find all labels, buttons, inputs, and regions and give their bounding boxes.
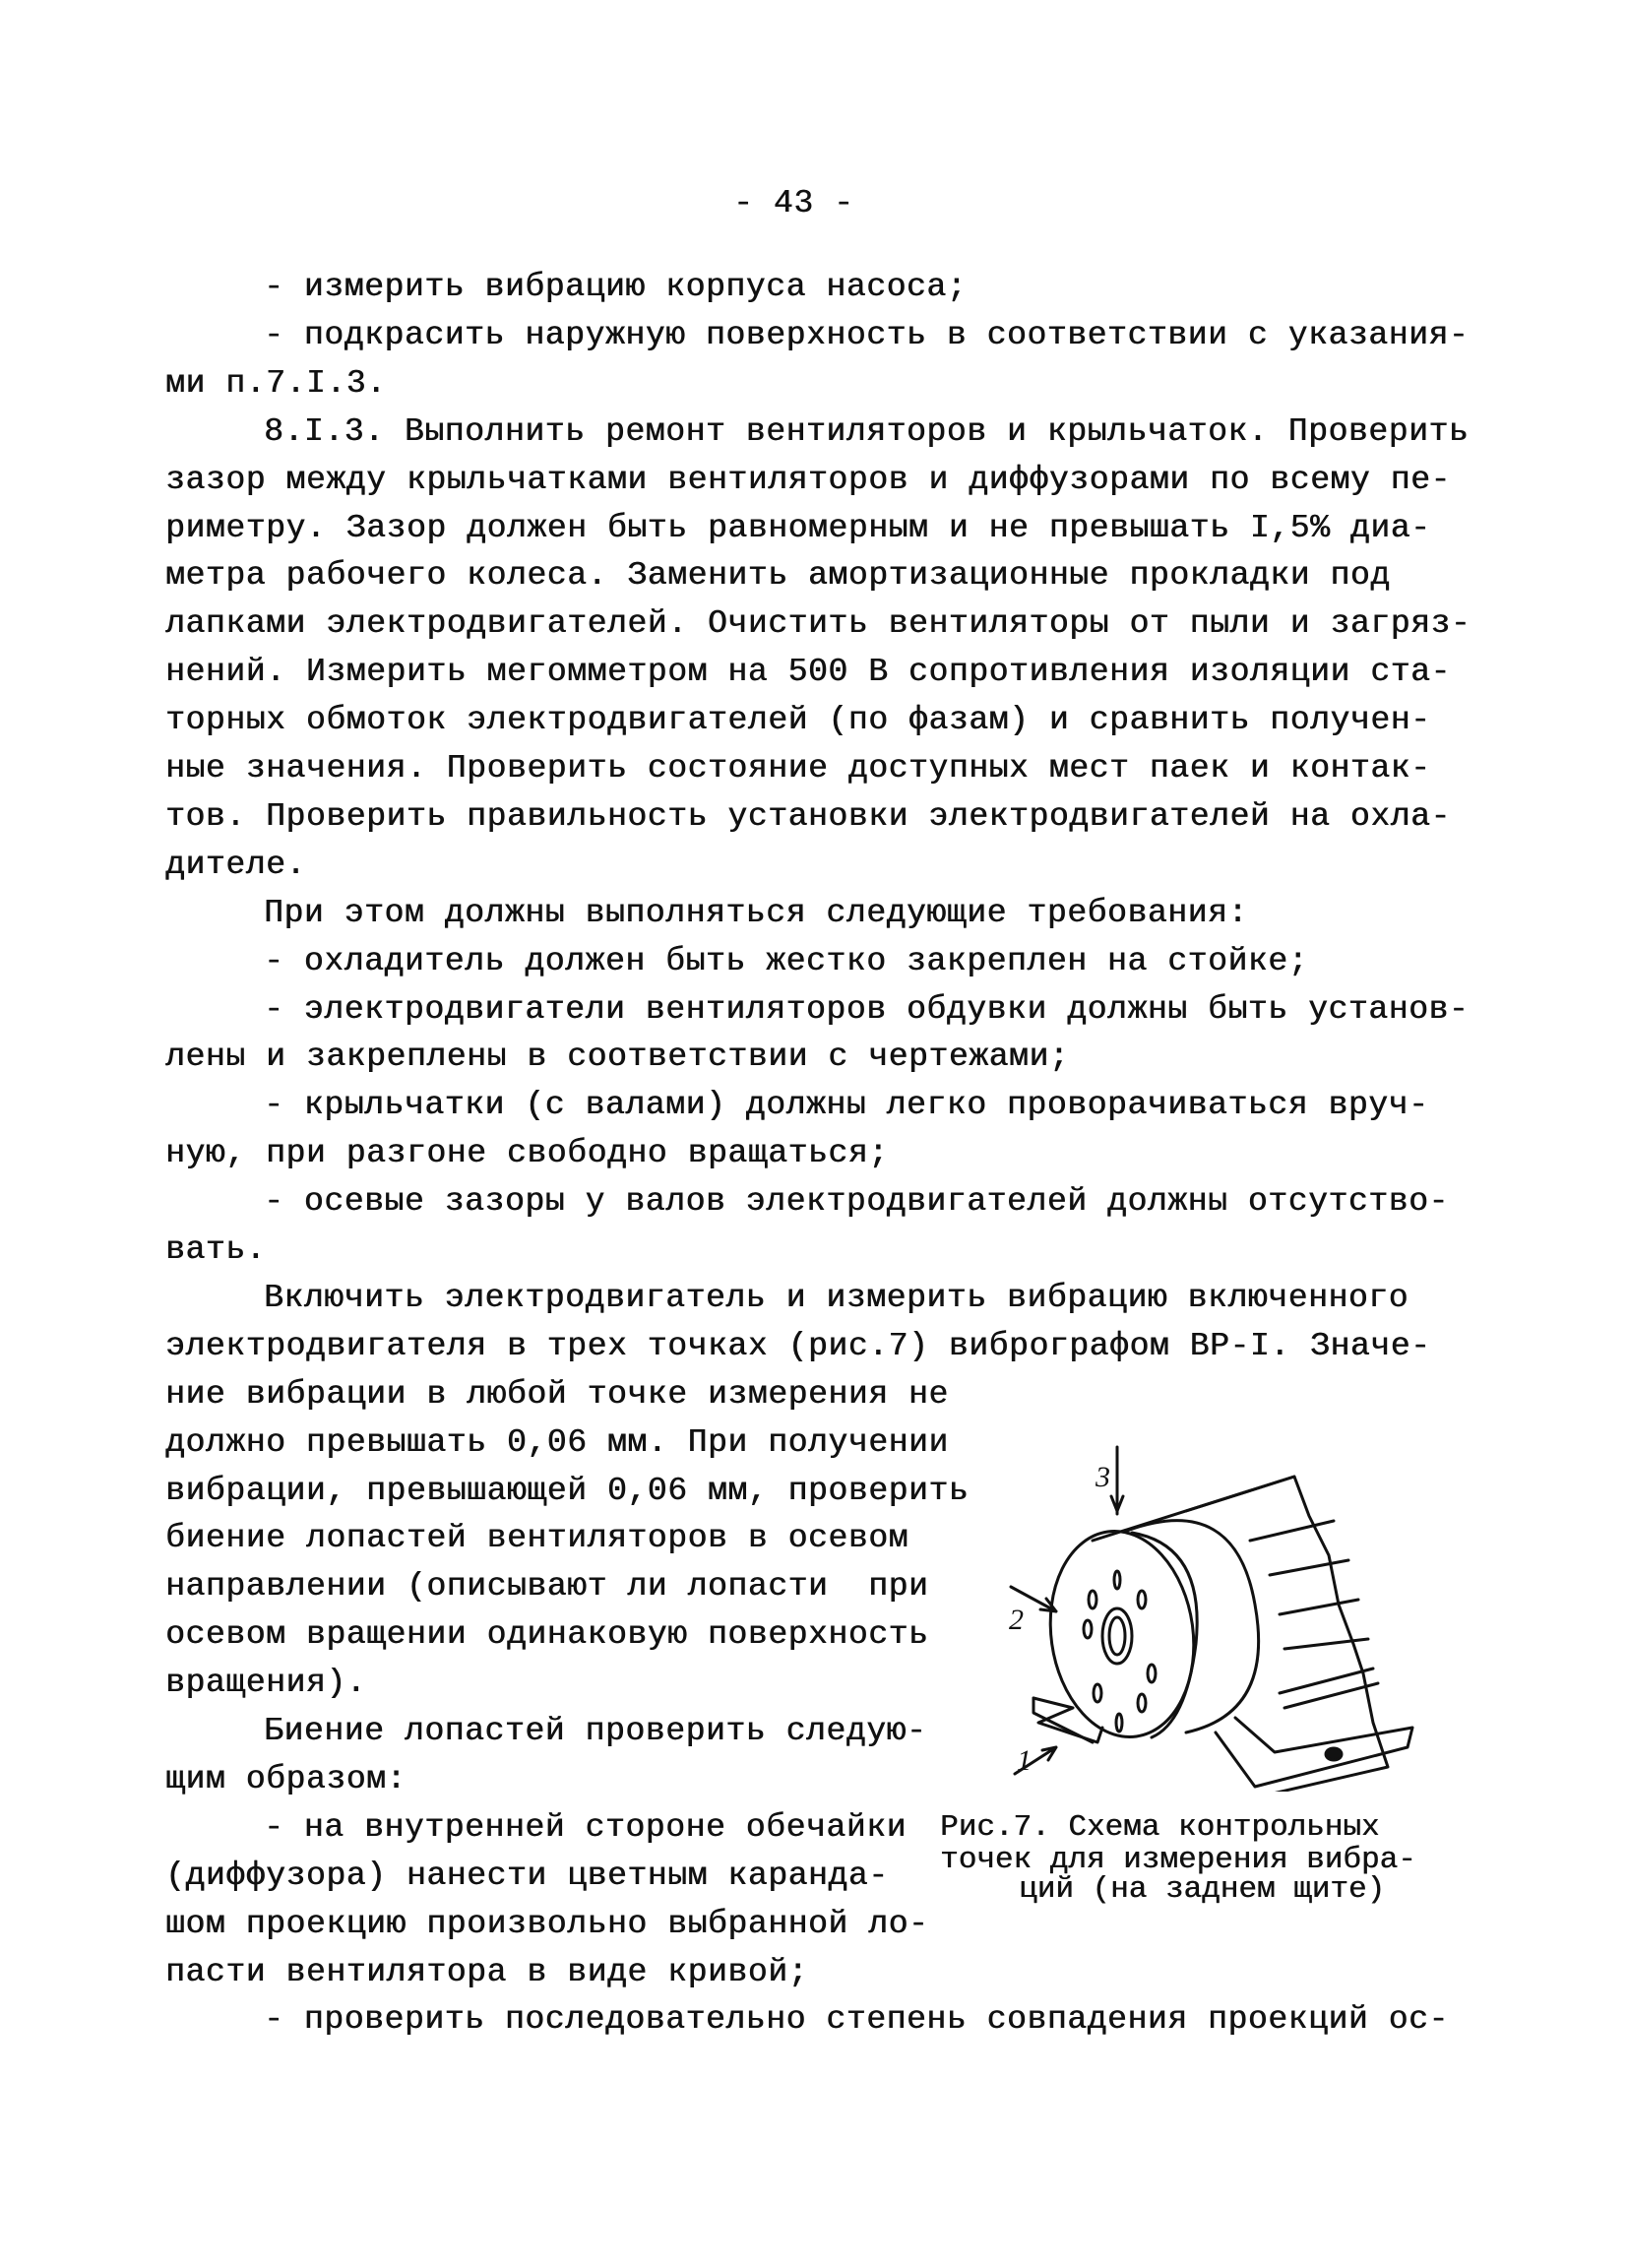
text-line: лены и закреплены в соответствии с чертежами;: [165, 1039, 1070, 1076]
page-number: - 43 -: [733, 185, 854, 221]
text-line: Биение лопастей проверить следую-: [264, 1713, 927, 1749]
text-line: Включить электродвигатель и измерить вибрацию включенного: [264, 1279, 1409, 1316]
text-line: шом проекцию произвольно выбранной ло-: [165, 1905, 929, 1942]
text-line: ми п.7.I.3.: [165, 364, 387, 402]
text-line: пасти вентилятора в виде кривой;: [165, 1953, 808, 1990]
figure-caption-line: Рис.7. Схема контрольных: [940, 1810, 1380, 1845]
text-line: должно превышать 0,06 мм. При получении: [165, 1423, 949, 1461]
text-line: - крыльчатки (с валами) должны легко проворачиваться вруч-: [264, 1087, 1429, 1124]
figure-caption-line: точек для измерения вибра-: [940, 1843, 1416, 1877]
label-point-3: 3: [1096, 1461, 1110, 1493]
text-line: риметру. Зазор должен быть равномерным и не превышать I,5% диа-: [165, 509, 1431, 546]
text-line: зазор между крыльчатками вентиляторов и диффузорами по всему пе-: [165, 461, 1451, 498]
text-line: тов. Проверить правильность установки электродвигателей на охла-: [165, 797, 1451, 835]
text-line: 8.I.3. Выполнить ремонт вентиляторов и крыльчаток. Проверить: [264, 412, 1470, 450]
motor-foot-right: [1216, 1718, 1412, 1787]
motor-vibration-points-figure: [940, 1408, 1457, 1792]
text-line: ные значения. Проверить состояние доступных мест паек и контак-: [165, 750, 1431, 787]
text-line: - подкрасить наружную поверхность в соответствии с указания-: [264, 316, 1470, 353]
text-line: (диффузора) нанести цветным каранда-: [165, 1857, 889, 1894]
text-line: щим образом:: [165, 1760, 407, 1797]
motor-housing: [1093, 1477, 1388, 1792]
text-line: - охладитель должен быть жестко закреплен на стойке;: [264, 942, 1308, 979]
arrow-point-3: [1111, 1447, 1123, 1514]
text-line: - осевые зазоры у валов электродвигателей должны отсутство-: [264, 1183, 1449, 1221]
text-line: электродвигателя в трех точках (рис.7) вибрографом ВР-I. Значе-: [165, 1327, 1431, 1364]
motor-foot-left: [1033, 1698, 1102, 1742]
text-line: торных обмоток электродвигателей (по фазам) и сравнить получен-: [165, 702, 1431, 739]
label-point-1: 1: [1017, 1744, 1032, 1777]
text-line: - проверить последовательно степень совпадения проекций ос-: [264, 2001, 1449, 2039]
figure-caption-line: ций (на заднем щите): [1019, 1872, 1386, 1907]
label-point-2: 2: [1009, 1604, 1024, 1636]
text-line: ную, при разгоне свободно вращаться;: [165, 1135, 889, 1172]
text-line: вращения).: [165, 1665, 367, 1702]
text-line: дителе.: [165, 846, 306, 883]
text-line: - электродвигатели вентиляторов обдувки должны быть установ-: [264, 990, 1470, 1028]
text-line: биение лопастей вентиляторов в осевом: [165, 1520, 908, 1557]
text-line: вать.: [165, 1231, 267, 1268]
text-line: нений. Измерить мегомметром на 500 В сопротивления изоляции ста-: [165, 654, 1451, 691]
text-line: направлении (описывают ли лопасти при: [165, 1568, 929, 1606]
text-line: При этом должны выполняться следующие требования:: [264, 894, 1248, 931]
text-line: лапками электродвигателей. Очистить вентиляторы от пыли и загряз-: [165, 605, 1471, 643]
text-line: метра рабочего колеса. Заменить амортизационные прокладки под: [165, 557, 1391, 595]
text-line: - измерить вибрацию корпуса насоса;: [264, 269, 968, 305]
text-line: - на внутренней стороне обечайки: [264, 1808, 907, 1846]
text-line: вибрации, превышающей 0,06 мм, проверить: [165, 1472, 970, 1509]
text-line: осевом вращении одинаковую поверхность: [165, 1616, 929, 1654]
text-line: ние вибрации в любой точке измерения не: [165, 1375, 949, 1413]
